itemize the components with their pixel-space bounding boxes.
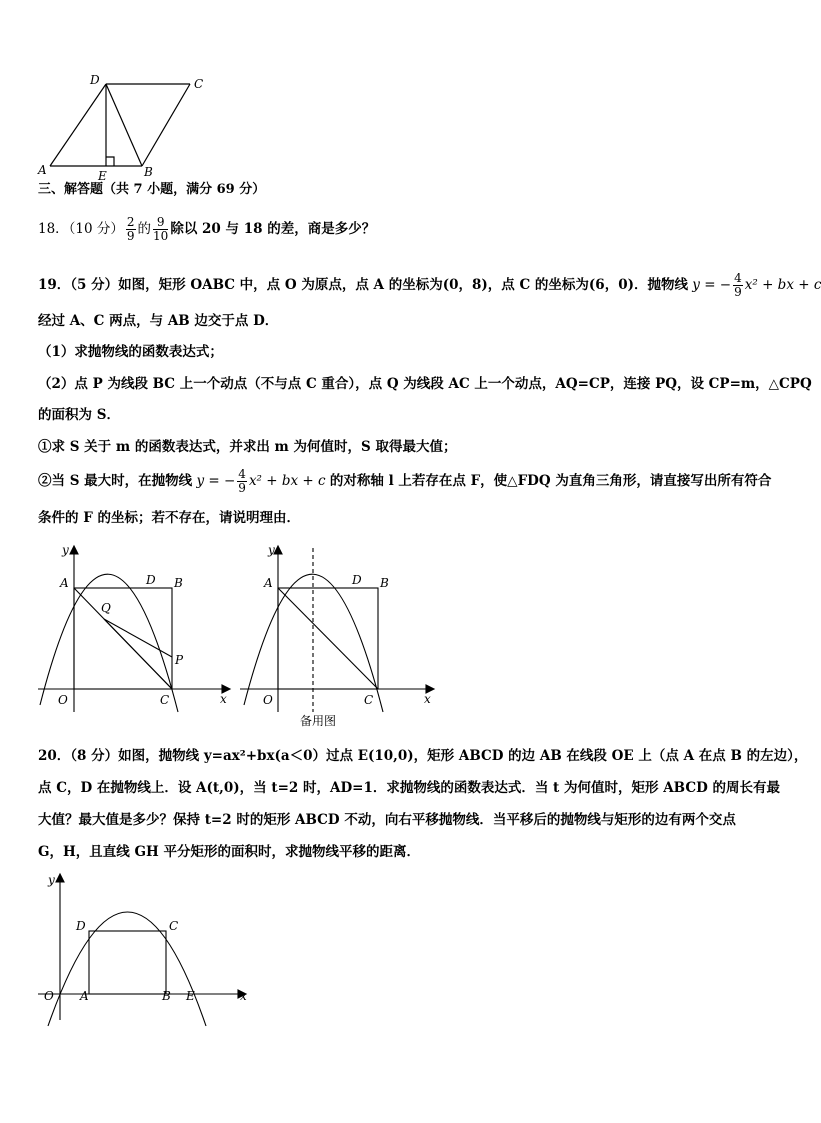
caption-backup: 备用图	[300, 714, 337, 728]
question-19-line2: 经过 A、C 两点，与 AB 边交于点 D．	[38, 313, 279, 329]
question-20-line2: 点 C，D 在抛物线上．设 A(t,0)，当 t=2 时，AD=1．求抛物线的函数表达式．当 t 为何值时，矩形 ABCD 的周长有最	[38, 780, 780, 796]
label-E: E	[98, 169, 107, 183]
svg-text:O: O	[58, 693, 68, 707]
figure-19-main	[34, 540, 234, 715]
figure-19-backup	[236, 540, 446, 735]
svg-text:D: D	[146, 573, 156, 587]
svg-text:Q: Q	[101, 601, 111, 615]
svg-text:y: y	[62, 543, 69, 557]
svg-text:y: y	[48, 873, 55, 887]
svg-text:D: D	[352, 573, 362, 587]
svg-text:A: A	[264, 576, 273, 590]
svg-text:x: x	[424, 692, 431, 706]
question-19-sub1: ①求 S 关于 m 的函数表达式，并求出 m 为何值时，S 取得最大值；	[38, 439, 457, 455]
question-19-sub2: ②当 S 最大时，在抛物线 y = − $\frac{4}{9}$ x² + bx + c 的对称轴 l 上若存在点 F，使△FDQ 为直角三角形，请直接写出所有符合	[38, 467, 772, 495]
section-title: 三、解答题（共 7 小题，满分 69 分）	[38, 182, 266, 197]
svg-text:C: C	[364, 693, 374, 707]
svg-text:O: O	[44, 989, 54, 1003]
svg-text:y: y	[268, 543, 275, 557]
svg-text:C: C	[160, 693, 170, 707]
svg-text:B: B	[174, 576, 183, 590]
svg-text:A: A	[60, 576, 69, 590]
fraction-9-10: $\frac{9}{10}$	[153, 215, 169, 243]
figure-20	[34, 868, 254, 1028]
q18-prefix: 18．（10 分）	[38, 221, 124, 237]
label-C: C	[194, 77, 204, 91]
svg-text:O: O	[263, 693, 273, 707]
question-20-line1: 20．（8 分）如图，抛物线 y=ax²+bx(a＜0）过点 E(10,0)，矩形 ABCD 的边 AB 在线段 OE 上（点 A 在点 B 的左边），	[38, 748, 808, 764]
question-19-part2a: （2）点 P 为线段 BC 上一个动点（不与点 C 重合），点 Q 为线段 AC 上一个动点，AQ=CP，连接 PQ，设 CP=m，△CPQ	[38, 376, 812, 392]
svg-text:x: x	[220, 692, 227, 706]
svg-text:B: B	[162, 989, 171, 1003]
svg-text:D: D	[76, 919, 86, 933]
svg-text:P: P	[175, 653, 184, 667]
label-B: B	[144, 165, 153, 179]
question-19-part1: （1）求抛物线的函数表达式；	[38, 344, 223, 360]
label-D: D	[90, 73, 100, 87]
svg-text:C: C	[169, 919, 179, 933]
svg-text:x: x	[240, 989, 247, 1003]
question-19-line1: 19．（5 分）如图，矩形 OABC 中，点 O 为原点，点 A 的坐标为(0，8)，点 C 的坐标为(6，0)．抛物线 y = − $\frac{4}{9}$ x² + bx + c	[38, 271, 821, 299]
svg-text:A: A	[80, 989, 89, 1003]
label-A: A	[38, 163, 47, 177]
question-20-line4: G，H，且直线 GH 平分矩形的面积时，求抛物线平移的距离．	[38, 844, 420, 860]
fraction-2-9: $\frac{2}{9}$	[126, 215, 135, 243]
svg-text:E: E	[186, 989, 195, 1003]
question-18: 18．（10 分） $\frac{2}{9}$ 的 $\frac{9}{10}$ 除以 20 与 18 的差，商是多少？	[38, 215, 376, 243]
question-19-sub2-line2: 条件的 F 的坐标；若不存在，请说明理由．	[38, 510, 300, 526]
question-19-part2b: 的面积为 S．	[38, 407, 120, 423]
figure-parallelogram	[30, 72, 220, 182]
question-20-line3: 大值？最大值是多少？保持 t=2 时的矩形 ABCD 不动，向右平移抛物线．当平移后的抛物线与矩形的边有两个交点	[38, 812, 736, 828]
svg-text:B: B	[380, 576, 389, 590]
